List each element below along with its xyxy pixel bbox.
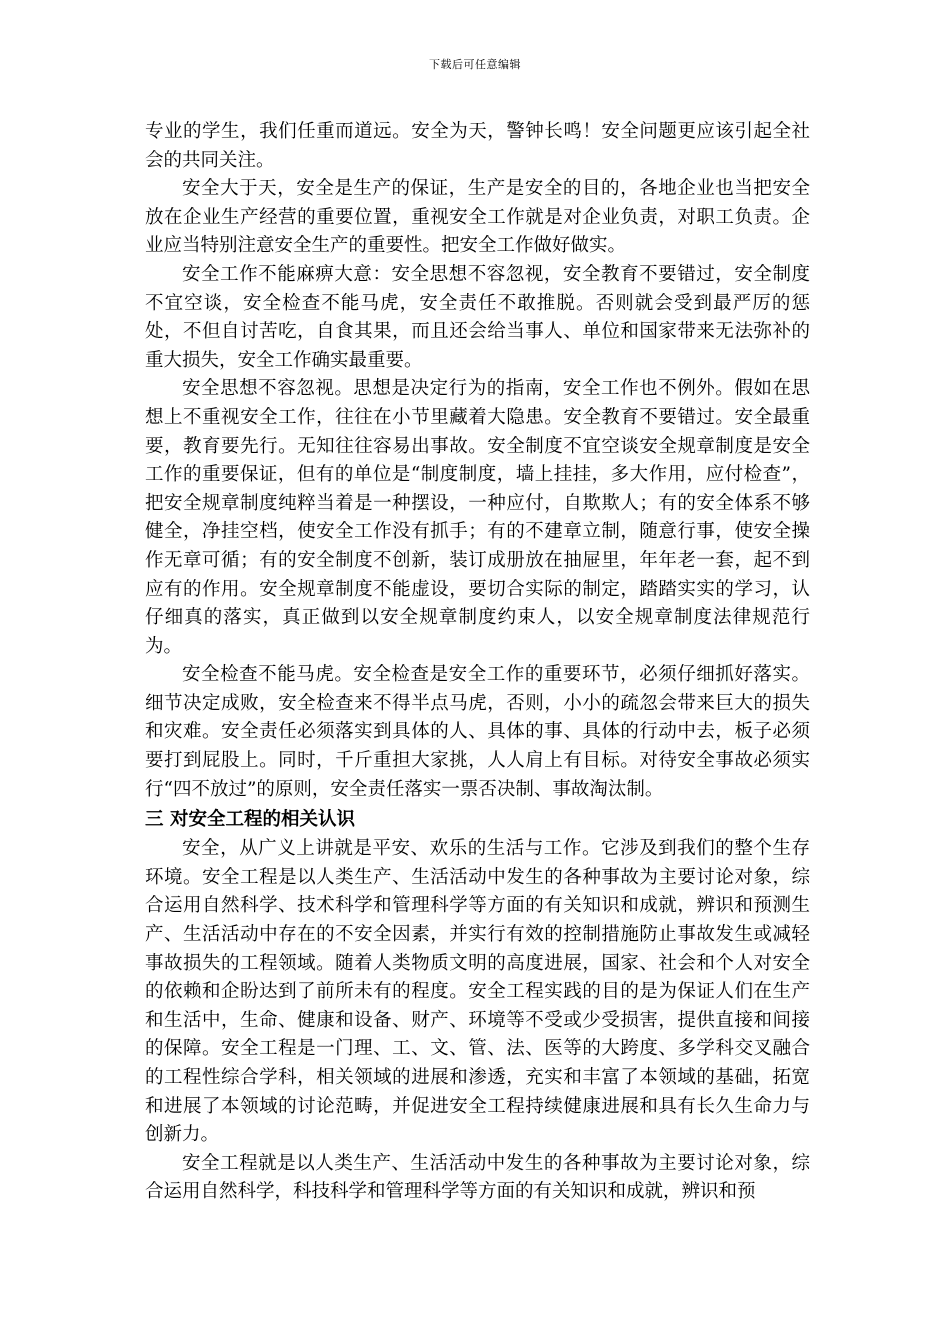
document-body xyxy=(145,118,810,1207)
paragraph-safety-engineering-definition: 安全，从广义上讲就是平安、欢乐的生活与工作。它涉及到我们的整个生存环境。安全工程是以人类生产、生活活动中发生的各种事故为主要讨论对象，综合运用自然科学、技术科学和管理科学等方面的有关知识和成就，辨识和预测生产、生活活动中存在的不安全因素，并实行有效的控制措施防止事故发生或减轻事故损失的工程领域。随着人类物质文明的高度进展，国家、社会和个人对安全的依赖和企盼达到了前所未有的程度。安全工程实践的目的是为保证人们在生产和生活中，生命、健康和设备、财产、环境等不受或少受损害，提供直接和间接的保障。安全工程是一门理、工、文、管、法、医等的大跨度、多学科交叉融合的工程性综合学科，相关领域的进展和渗透，充实和丰富了本领域的基础，拓宽和进展了本领域的讨论范畴，并促进安全工程持续健康进展和具有长久生命力与创新力。 xyxy=(145,838,810,1146)
page-header-note: 下载后可任意编辑 xyxy=(429,58,521,71)
paragraph-safety-inspection: 安全检查不能马虎。安全检查是安全工作的重要环节，必须仔细抓好落实。细节决定成败，安全检查来不得半点马虎，否则，小小的疏忽会带来巨大的损失和灾难。安全责任必须落实到具体的人、具体的事、具体的行动中去，板子必须要打到屁股上。同时，千斤重担大家挑，人人肩上有目标。对待安全事故必须实行“四不放过”的原则，安全责任落实一票否决制、事故淘汰制。 xyxy=(145,664,810,800)
paragraph-safety-above-all: 安全大于天，安全是生产的保证，生产是安全的目的，各地企业也当把安全放在企业生产经营的重要位置，重视安全工作就是对企业负责，对职工负责。企业应当特别注意安全生产的重要性。把安全工作做好做实。 xyxy=(145,178,810,257)
paragraph-safety-mindset: 安全思想不容忽视。思想是决定行为的指南，安全工作也不例外。假如在思想上不重视安全工作，往往在小节里藏着大隐患。安全教育不要错过。安全最重要，教育要先行。无知往往容易出事故。安全制度不宜空谈安全规章制度是安全工作的重要保证，但有的单位是“制度制度，墙上挂挂，多大作用，应付检查”，把安全规章制度纯粹当着是一种摆设，一种应付，自欺欺人；有的安全体系不够健全，净挂空档，使安全工作没有抓手；有的不建章立制，随意行事，使安全操作无章可循；有的安全制度不创新，装订成册放在抽屉里，年年老一套，起不到应有的作用。安全规章制度不能虚设，要切合实际的制定，踏踏实实的学习，认仔细真的落实，真正做到以安全规章制度约束人，以安全规章制度法律规范行为。 xyxy=(145,378,810,657)
paragraph-no-carelessness: 安全工作不能麻痹大意：安全思想不容忽视，安全教育不要错过，安全制度不宜空谈，安全检查不能马虎，安全责任不敢推脱。否则就会受到最严厉的惩处，不但自讨苦吃，自食其果，而且还会给当事人、单位和国家带来无法弥补的重大损失，安全工作确实最重要。 xyxy=(145,263,810,371)
paragraph-safety-engineering-continued: 安全工程就是以人类生产、生活活动中发生的各种事故为主要讨论对象，综合运用自然科学，科技科学和管理科学等方面的有关知识和成就，辨识和预 xyxy=(145,1152,810,1203)
paragraph-continuation: 专业的学生，我们任重而道远。安全为天，警钟长鸣！安全问题更应该引起全社会的共同关注。 xyxy=(145,121,810,171)
section-heading: 三 对安全工程的相关认识 xyxy=(145,809,355,831)
